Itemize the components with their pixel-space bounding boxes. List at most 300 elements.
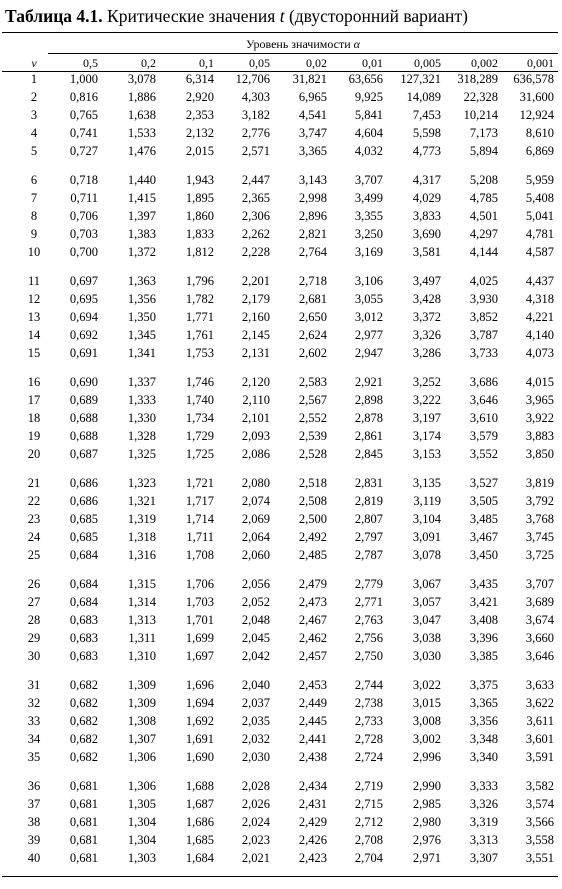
df-cell: 33 <box>27 714 41 729</box>
critical-value-cell: 3,091 <box>412 530 441 545</box>
df-cell: 2 <box>30 90 38 105</box>
critical-value-cell: 1,309 <box>127 678 156 692</box>
critical-value-cell: 0,694 <box>69 310 98 325</box>
critical-value-cell: 6,869 <box>525 144 554 159</box>
critical-value-cell: 0,681 <box>69 779 98 793</box>
critical-value-cell: 3,591 <box>525 750 554 765</box>
critical-value-cell: 1,309 <box>127 696 156 711</box>
df-cell: 18 <box>27 411 41 426</box>
table-title-text-before: Критические значения <box>102 6 280 26</box>
critical-value-cell: 1,895 <box>185 191 214 206</box>
df-cell: 8 <box>30 209 38 224</box>
df-cell: 14 <box>27 328 41 343</box>
critical-value-cell: 3,375 <box>469 678 498 692</box>
critical-value-cell: 2,518 <box>298 476 327 490</box>
critical-value-cell: 2,441 <box>298 732 327 747</box>
critical-value-cell: 3,852 <box>469 310 498 325</box>
critical-value-cell: 2,821 <box>298 227 327 242</box>
critical-value-cell: 2,467 <box>298 613 327 628</box>
df-cell: 40 <box>27 851 41 866</box>
table-title-param: t <box>279 6 285 26</box>
df-cell: 3 <box>30 108 38 123</box>
df-cell: 26 <box>27 577 41 591</box>
critical-value-cell: 0,688 <box>69 411 98 426</box>
critical-value-cell: 2,040 <box>241 678 270 692</box>
critical-value-cell: 2,733 <box>354 714 383 729</box>
critical-value-cell: 3,922 <box>525 411 554 426</box>
critical-value-cell: 3,222 <box>412 393 441 408</box>
critical-value-cell: 1,706 <box>185 577 214 591</box>
critical-value-cell: 2,738 <box>354 696 383 711</box>
critical-value-cell: 1,812 <box>185 245 214 260</box>
critical-value-cell: 2,807 <box>354 512 383 527</box>
critical-value-cell: 2,093 <box>241 429 270 444</box>
critical-value-cell: 3,012 <box>354 310 383 325</box>
critical-value-cell: 2,453 <box>298 678 327 692</box>
critical-value-cell: 2,179 <box>241 292 270 307</box>
critical-value-cell: 2,650 <box>298 310 327 325</box>
critical-value-cell: 2,567 <box>298 393 327 408</box>
critical-value-cell: 3,646 <box>525 649 554 664</box>
table-row <box>0 326 562 344</box>
critical-value-cell: 5,598 <box>412 126 441 141</box>
critical-value-cell: 3,707 <box>525 577 554 591</box>
critical-value-cell: 4,025 <box>469 274 498 288</box>
critical-value-cell: 3,326 <box>412 328 441 343</box>
critical-value-cell: 2,045 <box>241 631 270 646</box>
critical-value-cell: 3,421 <box>469 595 498 610</box>
critical-value-cell: 22,328 <box>463 90 498 105</box>
critical-value-cell: 1,701 <box>185 613 214 628</box>
critical-value-cell: 8,610 <box>525 126 554 141</box>
critical-value-cell: 2,015 <box>185 144 214 159</box>
critical-value-cell: 2,445 <box>298 714 327 729</box>
table-row <box>0 694 562 712</box>
critical-value-cell: 1,833 <box>185 227 214 242</box>
critical-value-cell: 3,008 <box>412 714 441 729</box>
critical-value-cell: 1,711 <box>186 530 214 545</box>
critical-value-cell: 1,397 <box>127 209 156 224</box>
critical-value-cell: 4,604 <box>354 126 383 141</box>
critical-value-cell: 1,771 <box>185 310 214 325</box>
critical-value-cell: 2,763 <box>354 613 383 628</box>
critical-value-cell: 0,692 <box>69 328 98 343</box>
critical-value-cell: 3,707 <box>354 173 383 187</box>
critical-value-cell: 0,695 <box>69 292 98 307</box>
critical-value-cell: 4,029 <box>412 191 441 206</box>
critical-value-cell: 3,690 <box>412 227 441 242</box>
table-row <box>0 676 562 694</box>
critical-value-cell: 0,683 <box>69 649 98 664</box>
critical-value-cell: 2,145 <box>241 328 270 343</box>
critical-value-cell: 3,143 <box>298 173 327 187</box>
critical-value-cell: 0,683 <box>69 631 98 646</box>
df-cell: 9 <box>30 227 38 242</box>
critical-value-cell: 1,356 <box>127 292 156 307</box>
critical-value-cell: 2,771 <box>354 595 383 610</box>
table-row <box>0 171 562 189</box>
critical-value-cell: 4,773 <box>412 144 441 159</box>
significance-label: Уровень значимости <box>246 37 351 51</box>
critical-value-cell: 3,002 <box>412 732 441 747</box>
critical-value-cell: 1,697 <box>185 649 214 664</box>
critical-value-cell: 2,528 <box>298 447 327 462</box>
critical-value-cell: 2,552 <box>298 411 327 426</box>
critical-value-cell: 1,308 <box>127 714 156 729</box>
critical-value-cell: 2,485 <box>298 548 327 563</box>
critical-value-cell: 2,715 <box>354 797 383 812</box>
critical-value-cell: 1,943 <box>185 173 214 187</box>
table-title-label: Таблица 4.1. <box>5 6 103 26</box>
critical-value-cell: 3,106 <box>354 274 383 288</box>
critical-value-cell: 0,682 <box>69 750 98 765</box>
critical-value-cell: 2,026 <box>241 797 270 812</box>
critical-value-cell: 1,325 <box>127 447 156 462</box>
critical-value-cell: 1,714 <box>185 512 214 527</box>
critical-value-cell: 1,316 <box>127 548 156 563</box>
critical-value-cell: 0,690 <box>69 375 98 389</box>
critical-value-cell: 4,221 <box>525 310 554 325</box>
critical-value-cell: 636,578 <box>513 72 554 86</box>
df-cell: 24 <box>27 530 41 545</box>
critical-value-cell: 2,492 <box>298 530 327 545</box>
critical-value-cell: 4,144 <box>469 245 498 260</box>
critical-value-cell: 2,228 <box>241 245 270 260</box>
critical-value-cell: 0,682 <box>69 678 98 692</box>
critical-value-cell: 1,796 <box>185 274 214 288</box>
critical-value-cell: 3,169 <box>354 245 383 260</box>
critical-value-cell: 0,688 <box>69 429 98 444</box>
critical-value-cell: 3,582 <box>525 779 554 793</box>
critical-value-cell: 1,708 <box>185 548 214 563</box>
nu-column-header: ν <box>31 56 37 70</box>
critical-value-cell: 3,055 <box>354 292 383 307</box>
critical-value-cell: 1,304 <box>127 833 156 848</box>
critical-value-cell: 2,462 <box>298 631 327 646</box>
critical-value-cell: 3,485 <box>469 512 498 527</box>
table-row <box>0 225 562 243</box>
df-cell: 22 <box>27 494 41 509</box>
critical-value-cell: 3,313 <box>469 833 498 848</box>
critical-value-cell: 2,539 <box>298 429 327 444</box>
df-cell: 28 <box>27 613 41 628</box>
table-row <box>0 629 562 647</box>
critical-value-cell: 2,069 <box>241 512 270 527</box>
alpha-column-header: 0,002 <box>471 56 498 70</box>
critical-value-cell: 3,365 <box>298 144 327 159</box>
critical-value-cell: 14,089 <box>406 90 441 105</box>
critical-value-cell: 1,363 <box>127 274 156 288</box>
df-cell: 21 <box>27 476 41 490</box>
critical-value-cell: 4,318 <box>525 292 554 307</box>
critical-value-cell: 2,023 <box>241 833 270 848</box>
critical-value-cell: 2,365 <box>241 191 270 206</box>
critical-value-cell: 2,831 <box>354 476 383 490</box>
critical-value-cell: 2,920 <box>185 90 214 105</box>
critical-value-cell: 2,479 <box>298 577 327 591</box>
critical-value-cell: 4,140 <box>525 328 554 343</box>
table-row <box>0 730 562 748</box>
critical-value-cell: 3,566 <box>525 815 554 830</box>
critical-value-cell: 3,030 <box>412 649 441 664</box>
critical-value-cell: 3,135 <box>412 476 441 490</box>
critical-value-cell: 1,341 <box>127 346 156 361</box>
critical-value-cell: 3,467 <box>469 530 498 545</box>
critical-value-cell: 2,681 <box>298 292 327 307</box>
alpha-column-header: 0,2 <box>141 56 156 70</box>
critical-value-cell: 1,638 <box>127 108 156 123</box>
critical-value-cell: 1,330 <box>127 411 156 426</box>
critical-value-cell: 3,333 <box>469 779 498 793</box>
critical-value-cell: 2,996 <box>412 750 441 765</box>
critical-value-cell: 2,980 <box>412 815 441 830</box>
critical-value-cell: 3,153 <box>412 447 441 462</box>
critical-value-cell: 3,450 <box>469 548 498 563</box>
critical-value-cell: 3,733 <box>469 346 498 361</box>
critical-value-cell: 2,744 <box>354 678 383 692</box>
alpha-column-header: 0,5 <box>83 56 98 70</box>
critical-value-cell: 0,687 <box>69 447 98 462</box>
critical-value-cell: 2,985 <box>412 797 441 812</box>
critical-value-cell: 2,971 <box>412 851 441 866</box>
critical-value-cell: 2,990 <box>412 779 441 793</box>
table-row <box>0 391 562 409</box>
table-row <box>0 492 562 510</box>
df-cell: 1 <box>30 72 38 86</box>
critical-value-cell: 1,690 <box>185 750 214 765</box>
critical-value-cell: 0,741 <box>69 126 98 141</box>
critical-value-cell: 2,624 <box>298 328 327 343</box>
significance-rule <box>48 53 558 54</box>
critical-value-cell: 0,711 <box>70 191 98 206</box>
critical-value-cell: 1,314 <box>127 595 156 610</box>
critical-value-cell: 3,047 <box>412 613 441 628</box>
critical-value-cell: 1,782 <box>185 292 214 307</box>
critical-value-cell: 2,508 <box>298 494 327 509</box>
critical-value-cell: 4,297 <box>469 227 498 242</box>
critical-value-cell: 3,768 <box>525 512 554 527</box>
critical-value-cell: 3,022 <box>412 678 441 692</box>
critical-value-cell: 3,581 <box>412 245 441 260</box>
critical-value-cell: 3,574 <box>525 797 554 812</box>
critical-value-cell: 3,689 <box>525 595 554 610</box>
critical-value-cell: 3,552 <box>469 447 498 462</box>
df-cell: 23 <box>27 512 41 527</box>
df-cell: 27 <box>27 595 41 610</box>
critical-value-cell: 3,355 <box>354 209 383 224</box>
critical-value-cell: 3,252 <box>412 375 441 389</box>
table-row <box>0 373 562 391</box>
critical-value-cell: 2,060 <box>241 548 270 563</box>
critical-value-cell: 3,319 <box>469 815 498 830</box>
critical-value-cell: 3,965 <box>525 393 554 408</box>
critical-value-cell: 1,415 <box>127 191 156 206</box>
critical-value-cell: 1,717 <box>185 494 214 509</box>
critical-value-cell: 1,694 <box>185 696 214 711</box>
critical-value-cell: 3,745 <box>525 530 554 545</box>
table-row <box>0 344 562 362</box>
critical-value-cell: 2,426 <box>298 833 327 848</box>
critical-value-cell: 31,821 <box>292 72 327 86</box>
critical-value-cell: 2,473 <box>298 595 327 610</box>
critical-value-cell: 1,321 <box>127 494 156 509</box>
df-cell: 36 <box>27 779 41 793</box>
critical-value-cell: 3,505 <box>469 494 498 509</box>
alpha-column-header: 0,05 <box>249 56 270 70</box>
critical-value-cell: 1,333 <box>127 393 156 408</box>
critical-value-cell: 0,727 <box>69 144 98 159</box>
critical-value-cell: 3,686 <box>469 375 498 389</box>
critical-value-cell: 3,792 <box>525 494 554 509</box>
critical-value-cell: 2,447 <box>241 173 270 187</box>
critical-value-cell: 6,965 <box>298 90 327 105</box>
df-cell: 25 <box>27 548 41 563</box>
critical-value-cell: 1,685 <box>185 833 214 848</box>
critical-value-cell: 1,691 <box>185 732 214 747</box>
critical-value-cell: 2,028 <box>241 779 270 793</box>
critical-value-cell: 2,708 <box>354 833 383 848</box>
critical-value-cell: 3,326 <box>469 797 498 812</box>
critical-value-cell: 12,706 <box>235 72 270 86</box>
critical-value-cell: 3,356 <box>469 714 498 729</box>
critical-value-cell: 1,323 <box>127 476 156 490</box>
critical-value-cell: 0,718 <box>69 173 98 187</box>
alpha-column-header: 0,005 <box>414 56 441 70</box>
critical-value-cell: 1,311 <box>128 631 156 646</box>
critical-value-cell: 1,734 <box>185 411 214 426</box>
critical-value-cell: 2,712 <box>354 815 383 830</box>
table-row <box>0 546 562 564</box>
critical-value-cell: 3,104 <box>412 512 441 527</box>
df-cell: 13 <box>27 310 41 325</box>
critical-value-cell: 0,682 <box>69 696 98 711</box>
critical-value-cell: 3,646 <box>469 393 498 408</box>
df-cell: 20 <box>27 447 41 462</box>
critical-value-cell: 3,725 <box>525 548 554 563</box>
critical-value-cell: 3,930 <box>469 292 498 307</box>
critical-value-cell: 1,721 <box>185 476 214 490</box>
alpha-column-header: 0,02 <box>306 56 327 70</box>
critical-value-cell: 2,861 <box>354 429 383 444</box>
alpha-column-header: 0,1 <box>199 56 214 70</box>
critical-value-cell: 3,601 <box>525 732 554 747</box>
table-row <box>0 308 562 326</box>
critical-value-cell: 2,160 <box>241 310 270 325</box>
critical-value-cell: 3,286 <box>412 346 441 361</box>
table-row <box>0 124 562 142</box>
critical-value-cell: 1,703 <box>185 595 214 610</box>
critical-value-cell: 0,686 <box>69 476 98 490</box>
critical-value-cell: 1,304 <box>127 815 156 830</box>
df-cell: 32 <box>27 696 41 711</box>
critical-value-cell: 1,699 <box>185 631 214 646</box>
critical-value-cell: 2,132 <box>185 126 214 141</box>
critical-value-cell: 2,728 <box>354 732 383 747</box>
critical-value-cell: 3,307 <box>469 851 498 866</box>
critical-value-cell: 3,579 <box>469 429 498 444</box>
critical-value-cell: 1,313 <box>127 613 156 628</box>
table-title <box>5 4 560 28</box>
critical-value-cell: 2,131 <box>241 346 270 361</box>
critical-value-cell: 2,101 <box>241 411 270 426</box>
critical-value-cell: 1,310 <box>127 649 156 664</box>
critical-value-cell: 2,764 <box>298 245 327 260</box>
critical-value-cell: 0,684 <box>69 577 98 591</box>
critical-value-cell: 1,761 <box>185 328 214 343</box>
table-row <box>0 593 562 611</box>
critical-value-cell: 4,437 <box>525 274 554 288</box>
critical-value-cell: 3,385 <box>469 649 498 664</box>
critical-value-cell: 3,883 <box>525 429 554 444</box>
critical-value-cell: 3,396 <box>469 631 498 646</box>
table-row <box>0 243 562 261</box>
critical-value-cell: 3,527 <box>469 476 498 490</box>
critical-value-cell: 3,660 <box>525 631 554 646</box>
critical-value-cell: 4,073 <box>525 346 554 361</box>
critical-value-cell: 3,182 <box>241 108 270 123</box>
critical-value-cell: 0,681 <box>69 797 98 812</box>
critical-value-cell: 2,704 <box>354 851 383 866</box>
critical-value-cell: 0,697 <box>69 274 98 288</box>
critical-value-cell: 1,307 <box>127 732 156 747</box>
critical-value-cell: 2,976 <box>412 833 441 848</box>
critical-value-cell: 2,998 <box>298 191 327 206</box>
critical-value-cell: 4,785 <box>469 191 498 206</box>
critical-value-cell: 2,602 <box>298 346 327 361</box>
df-cell: 10 <box>27 245 41 260</box>
critical-value-cell: 3,197 <box>412 411 441 426</box>
critical-value-cell: 4,015 <box>525 375 554 389</box>
critical-value-cell: 2,080 <box>241 476 270 490</box>
df-cell: 12 <box>27 292 41 307</box>
table-row <box>0 748 562 766</box>
critical-value-cell: 2,434 <box>298 779 327 793</box>
critical-value-cell: 5,841 <box>354 108 383 123</box>
critical-value-cell: 3,611 <box>526 714 554 729</box>
critical-value-cell: 2,037 <box>241 696 270 711</box>
df-cell: 39 <box>27 833 41 848</box>
critical-value-cell: 3,674 <box>525 613 554 628</box>
critical-value-cell: 2,797 <box>354 530 383 545</box>
critical-value-cell: 1,687 <box>185 797 214 812</box>
critical-value-cell: 31,600 <box>519 90 554 105</box>
critical-value-cell: 5,041 <box>525 209 554 224</box>
critical-value-cell: 1,746 <box>185 375 214 389</box>
critical-value-cell: 2,110 <box>242 393 270 408</box>
df-cell: 6 <box>30 173 38 187</box>
critical-value-cell: 4,587 <box>525 245 554 260</box>
table-row <box>0 290 562 308</box>
critical-value-cell: 4,781 <box>525 227 554 242</box>
critical-value-cell: 10,214 <box>463 108 498 123</box>
critical-value-cell: 0,684 <box>69 595 98 610</box>
critical-value-cell: 4,501 <box>469 209 498 224</box>
critical-value-cell: 2,429 <box>298 815 327 830</box>
significance-header <box>48 35 558 53</box>
df-cell: 19 <box>27 429 41 444</box>
critical-value-cell: 3,558 <box>525 833 554 848</box>
critical-value-cell: 3,038 <box>412 631 441 646</box>
critical-value-cell: 4,303 <box>241 90 270 105</box>
critical-value-cell: 3,435 <box>469 577 498 591</box>
critical-value-cell: 1,686 <box>185 815 214 830</box>
critical-value-cell: 3,610 <box>469 411 498 426</box>
df-cell: 4 <box>30 126 38 141</box>
critical-value-cell: 1,692 <box>185 714 214 729</box>
critical-value-cell: 2,921 <box>354 375 383 389</box>
table-row <box>0 189 562 207</box>
critical-value-cell: 4,541 <box>298 108 327 123</box>
